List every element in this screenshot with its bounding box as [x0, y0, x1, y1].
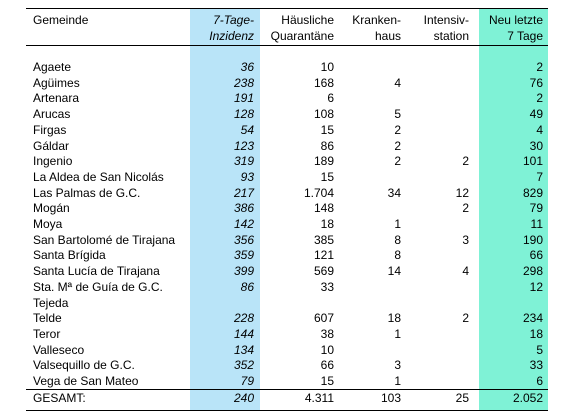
cell-gemeinde: Vega de San Mateo [33, 374, 139, 388]
cell-gemeinde: Moya [33, 217, 63, 231]
cell-quarantaene: 1.704 [303, 186, 334, 200]
cell-quarantaene: 6 [327, 91, 334, 105]
cell-gemeinde: Agaete [33, 60, 72, 74]
cell-krankenhaus: 5 [394, 107, 401, 121]
cell-gemeinde: Agüimes [33, 76, 80, 90]
cell-gemeinde: Gáldar [33, 139, 70, 153]
cell-krankenhaus: 3 [394, 358, 401, 372]
cell-intensiv [405, 357, 469, 373]
cell-intensiv [405, 59, 469, 75]
cell-inzidenz: 36 [240, 60, 254, 74]
header-quarantaene-line2: Quarantäne [270, 29, 334, 43]
cell-inzidenz: 238 [233, 76, 254, 90]
cell-intensiv [405, 295, 469, 311]
cell-neu: 190 [522, 233, 543, 247]
cell-neu: 11 [530, 217, 543, 231]
cell-gemeinde: La Aldea de San Nicolás [33, 170, 164, 184]
cell-inzidenz: 144 [233, 327, 254, 341]
cell-krankenhaus [340, 279, 401, 295]
header-inzidenz-line2: Inzidenz [209, 29, 254, 43]
cell-krankenhaus [340, 59, 401, 75]
cell-krankenhaus: 1 [394, 217, 401, 231]
cell-krankenhaus: 34 [387, 186, 401, 200]
cell-gemeinde: San Bartolomé de Tirajana [33, 233, 176, 247]
cell-quarantaene: 385 [313, 233, 334, 247]
cell-intensiv: 2 [462, 154, 469, 168]
cell-krankenhaus [340, 90, 401, 106]
cell-intensiv [405, 138, 469, 154]
cell-gemeinde: Teror [33, 327, 61, 341]
cell-neu: 33 [529, 358, 543, 372]
cell-neu: 30 [529, 139, 543, 153]
cell-krankenhaus: 18 [387, 311, 401, 325]
cell-inzidenz: 142 [233, 217, 254, 231]
cell-inzidenz: 217 [233, 186, 254, 200]
cell-quarantaene: 108 [313, 107, 334, 121]
cell-neu: 79 [529, 201, 543, 215]
cell-inzidenz: 128 [233, 107, 254, 121]
cell-inzidenz: 54 [240, 123, 254, 137]
cell-intensiv [405, 279, 469, 295]
cell-neu: 101 [522, 154, 543, 168]
cell-gemeinde: Mogán [33, 201, 70, 215]
cell-inzidenz: 191 [233, 91, 254, 105]
cell-gemeinde: Tejeda [33, 296, 69, 310]
cell-gemeinde: Arucas [33, 107, 71, 121]
cell-quarantaene: 33 [320, 280, 334, 294]
cell-gemeinde: Ingenio [33, 154, 73, 168]
cell-quarantaene [262, 295, 334, 311]
table-top-border [26, 8, 548, 9]
header-neu-line2: 7 Tage [507, 29, 543, 43]
cell-neu: 6 [536, 374, 543, 388]
cell-inzidenz [190, 295, 254, 311]
header-krankenhaus-line1: Kranken- [352, 13, 401, 27]
cell-krankenhaus: 8 [394, 233, 401, 247]
header-gemeinde: Gemeinde [33, 13, 89, 27]
cell-neu: 66 [529, 248, 543, 262]
cell-inzidenz: 359 [233, 248, 254, 262]
cell-neu: 829 [522, 186, 543, 200]
cell-krankenhaus [340, 200, 401, 216]
cell-gemeinde: Las Palmas de G.C. [33, 186, 141, 200]
cell-inzidenz: 228 [233, 311, 254, 325]
cell-krankenhaus: 1 [394, 327, 401, 341]
cell-neu: 12 [529, 280, 543, 294]
header-quarantaene [262, 12, 334, 44]
cell-intensiv [405, 169, 469, 185]
cell-inzidenz: 352 [233, 358, 254, 372]
cell-gemeinde: Artenara [33, 91, 80, 105]
cell-quarantaene: 66 [320, 358, 334, 372]
total-intensiv: 25 [455, 391, 469, 405]
total-krankenhaus: 103 [380, 391, 401, 405]
cell-neu: 2 [536, 60, 543, 74]
cell-quarantaene: 10 [320, 60, 334, 74]
cell-quarantaene: 15 [320, 170, 334, 184]
cell-neu: 7 [536, 170, 543, 184]
total-inzidenz: 240 [233, 391, 254, 405]
cell-quarantaene: 86 [320, 139, 334, 153]
cell-krankenhaus: 2 [394, 123, 401, 137]
cell-neu: 234 [522, 311, 543, 325]
header-krankenhaus [340, 12, 401, 44]
header-bottom-border [26, 45, 548, 46]
cell-inzidenz: 386 [233, 201, 254, 215]
cell-intensiv: 2 [462, 311, 469, 325]
cell-inzidenz: 93 [240, 170, 254, 184]
cell-intensiv [405, 90, 469, 106]
cell-gemeinde: Telde [33, 311, 62, 325]
cell-intensiv [405, 75, 469, 91]
cell-quarantaene: 148 [313, 201, 334, 215]
cell-intensiv: 3 [462, 233, 469, 247]
cell-intensiv [405, 216, 469, 232]
cell-krankenhaus: 2 [394, 139, 401, 153]
cell-neu: 2 [536, 91, 543, 105]
cell-quarantaene: 189 [313, 154, 334, 168]
cell-neu: 18 [529, 327, 543, 341]
cell-gemeinde: Firgas [33, 123, 67, 137]
cell-inzidenz: 79 [240, 374, 254, 388]
cell-quarantaene: 15 [320, 374, 334, 388]
cell-inzidenz: 86 [240, 280, 254, 294]
cell-intensiv [405, 122, 469, 138]
cell-krankenhaus: 1 [394, 374, 401, 388]
header-inzidenz [190, 12, 254, 44]
cell-intensiv [405, 326, 469, 342]
cell-intensiv: 2 [462, 201, 469, 215]
cell-inzidenz: 356 [233, 233, 254, 247]
cell-inzidenz: 134 [233, 343, 254, 357]
cell-neu: 76 [529, 76, 543, 90]
cell-gemeinde: Valleseco [33, 343, 85, 357]
cell-inzidenz: 399 [233, 264, 254, 278]
header-intensiv-line2: station [433, 29, 469, 43]
cell-krankenhaus [340, 295, 401, 311]
header-inzidenz-line1: 7-Tage- [213, 13, 254, 27]
cell-gemeinde: Valsequillo de G.C. [33, 358, 135, 372]
header-neu-line1: Neu letzte [488, 13, 543, 27]
cell-quarantaene: 15 [320, 123, 334, 137]
cell-neu: 49 [529, 107, 543, 121]
cell-neu: 298 [522, 264, 543, 278]
cell-krankenhaus: 14 [387, 264, 401, 278]
cell-inzidenz: 123 [233, 139, 254, 153]
table-bottom-border [26, 410, 548, 411]
total-quarantaene: 4.311 [304, 391, 334, 405]
cell-intensiv: 4 [462, 264, 469, 278]
total-neu: 2.052 [512, 391, 543, 405]
cell-quarantaene: 121 [313, 248, 334, 262]
cell-gemeinde: Santa Brígida [33, 248, 106, 262]
cell-quarantaene: 168 [313, 76, 334, 90]
cell-intensiv [405, 247, 469, 263]
header-neu [479, 12, 543, 44]
header-krankenhaus-line2: haus [374, 29, 401, 43]
cell-quarantaene: 569 [313, 264, 334, 278]
cell-krankenhaus: 8 [394, 248, 401, 262]
header-intensiv-line1: Intensiv- [423, 13, 469, 27]
cell-krankenhaus: 4 [394, 76, 401, 90]
header-quarantaene-line1: Häusliche [281, 13, 334, 27]
cell-krankenhaus [340, 169, 401, 185]
header-intensiv [405, 12, 469, 44]
cell-gemeinde: Santa Lucía de Tirajana [33, 264, 160, 278]
cell-quarantaene: 38 [320, 327, 334, 341]
cell-krankenhaus [340, 342, 401, 358]
cell-gemeinde: Sta. Mª de Guía de G.C. [33, 280, 163, 294]
cell-neu: 5 [536, 343, 543, 357]
cell-neu: 4 [536, 123, 543, 137]
cell-neu [479, 295, 543, 311]
cell-intensiv [405, 106, 469, 122]
cell-intensiv [405, 342, 469, 358]
cell-intensiv [405, 373, 469, 389]
cell-quarantaene: 607 [313, 311, 334, 325]
cell-quarantaene: 18 [320, 217, 334, 231]
cell-inzidenz: 319 [233, 154, 254, 168]
cell-krankenhaus: 2 [394, 154, 401, 168]
cell-intensiv: 12 [455, 186, 469, 200]
total-label: GESAMT: [33, 391, 86, 405]
cell-quarantaene: 10 [320, 343, 334, 357]
